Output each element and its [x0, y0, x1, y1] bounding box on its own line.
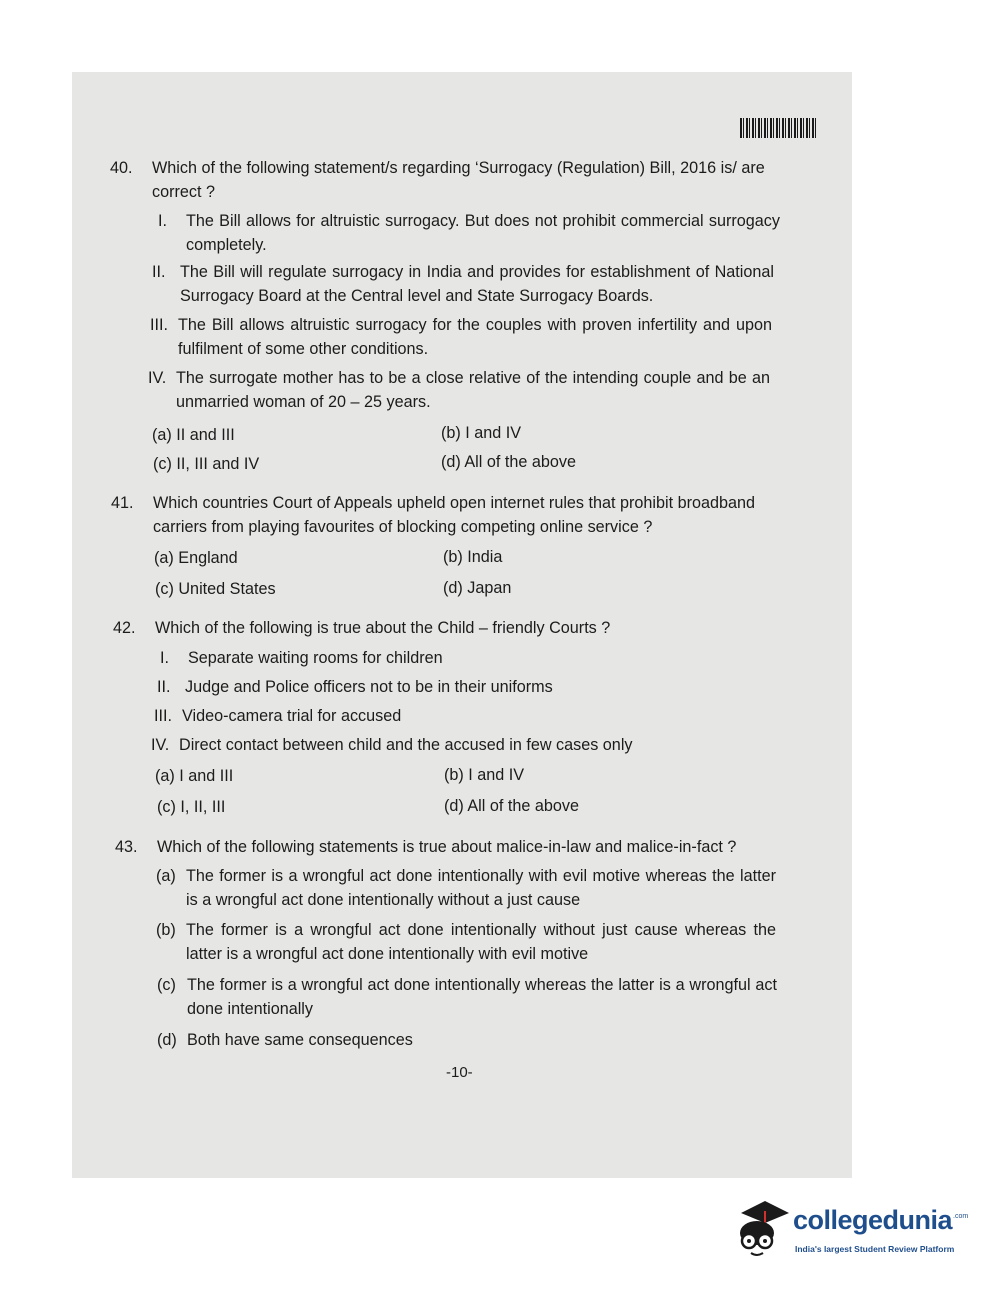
- option-a: (a) II and III: [152, 426, 235, 444]
- mascot-icon: [735, 1195, 793, 1257]
- collegedunia-logo[interactable]: [735, 1195, 969, 1265]
- question-stem: Which countries Court of Appeals upheld open internet rules that prohibit broadband carriers from playing favourites of blocking competing online service ?: [153, 494, 756, 536]
- option-a: (a) England: [154, 549, 238, 567]
- option-b: (b) India: [443, 548, 503, 566]
- question-number: 43.: [115, 838, 138, 856]
- question-stem: Which of the following statements is true about malice-in-law and malice-in-fact ?: [157, 838, 737, 856]
- barcode: [740, 118, 816, 138]
- option-c: (c) II, III and IV: [153, 455, 260, 473]
- option-d: (d) Japan: [443, 579, 512, 597]
- logo-tagline: India's largest Student Review Platform: [795, 1244, 955, 1254]
- page-number: -10-: [446, 1064, 473, 1081]
- question-stem: Which of the following is true about the Child – friendly Courts ?: [155, 619, 611, 637]
- option-d: (d) All of the above: [444, 797, 579, 815]
- question-number: 41.: [111, 494, 134, 512]
- option-b: (b) I and IV: [444, 766, 525, 784]
- question-stem: Which of the following statement/s regarding ‘Surrogacy (Regulation) Bill, 2016 is/ are correct ?: [152, 159, 765, 201]
- logo-wordmark: collegedunia: [793, 1205, 953, 1235]
- logo-domain-suffix: .com: [953, 1213, 969, 1220]
- option-d: (d) All of the above: [441, 453, 576, 471]
- option-c: (c) I, II, III: [157, 798, 226, 816]
- question-number: 42.: [113, 619, 136, 637]
- option-c: (c) United States: [155, 580, 276, 598]
- option-a: (a) I and III: [155, 767, 234, 785]
- option-b: (b) I and IV: [441, 424, 522, 442]
- question-number: 40.: [110, 159, 133, 177]
